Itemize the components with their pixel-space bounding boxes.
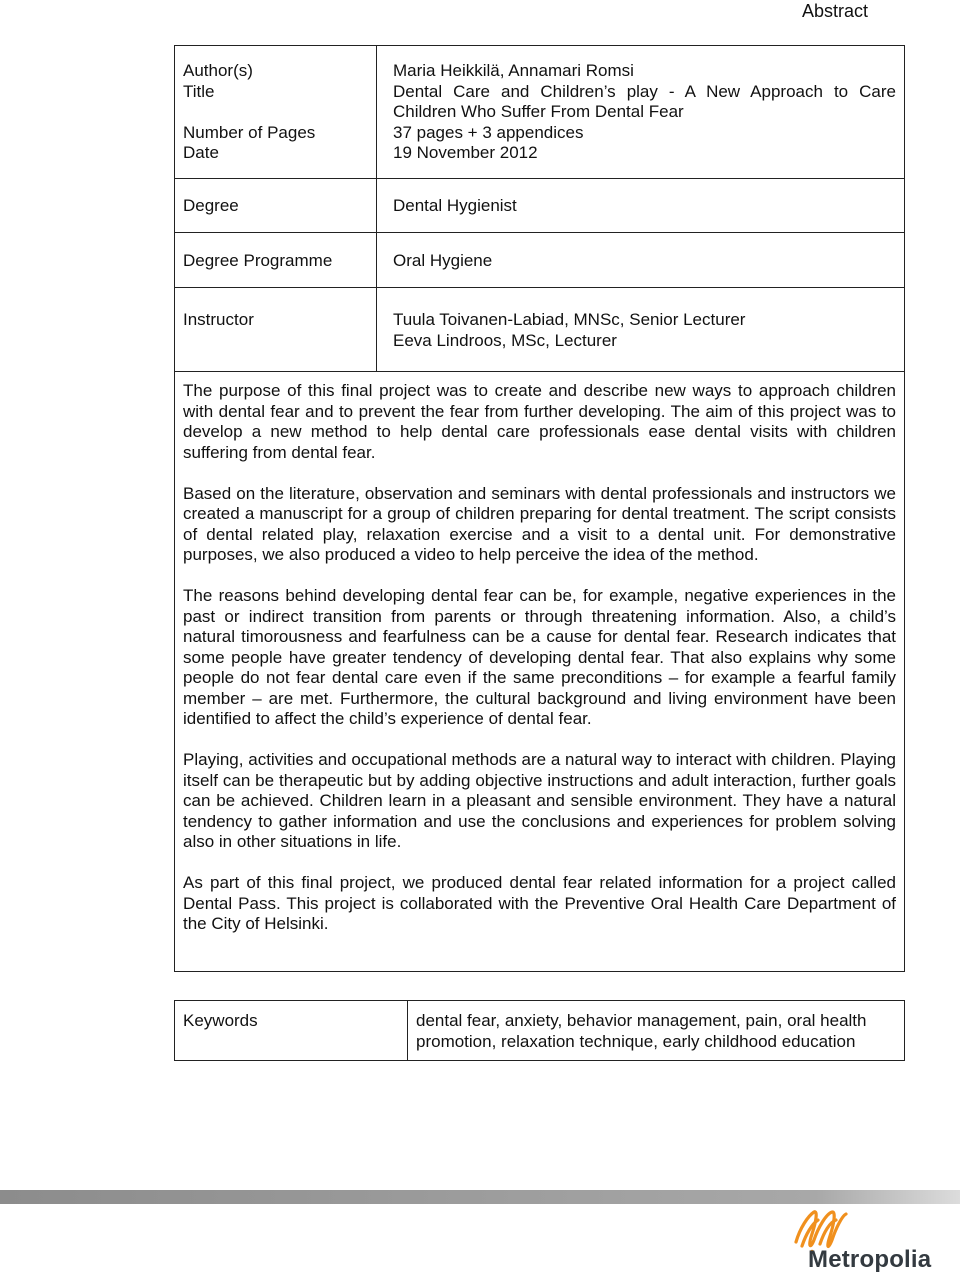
instructor-value-2: Eeva Lindroos, MSc, Lecturer	[393, 330, 617, 350]
instructor-label: Instructor	[183, 310, 254, 329]
abstract-body	[183, 381, 896, 955]
row-divider	[175, 232, 904, 233]
pages-label: Number of Pages	[183, 122, 316, 142]
date-label: Date	[183, 143, 219, 162]
abstract-info-table	[174, 45, 905, 972]
abstract-paragraph-2: Based on the literature, observation and seminars with dental professionals and instructors we created a manuscript for a group of children preparing for dental treatment. The script consists of dental related play, relaxation exercise and a visit to a dental unit. For demonstrative purposes, we also produced a video to help perceive the idea of the method.	[183, 483, 896, 564]
degree-label: Degree	[183, 196, 239, 215]
abstract-paragraph-1: The purpose of this final project was to create and describe new ways to approach children with dental fear and to prevent the fear from further developing. The aim of this project was to develop a new method to help dental care professionals ease dental visits with children suffering from dental fear.	[183, 381, 896, 462]
instructor-value-1: Tuula Toivanen-Labiad, MNSc, Senior Lecturer	[393, 310, 746, 329]
keywords-value: dental fear, anxiety, behavior management, pain, oral health promotion, relaxation technique, early childhood education	[416, 1011, 867, 1051]
title-label: Title	[183, 81, 215, 101]
row-divider	[175, 371, 904, 372]
column-divider	[407, 1001, 408, 1060]
abstract-paragraph-4: Playing, activities and occupational methods are a natural way to interact with children. Playing itself can be therapeutic but by adding objective instructions and adult interaction, further goals can be achieved. Children learn in a pleasant and sensible environment. They have a natural tendency to gather information and use the conclusions and experiences for problem solving also in other situations in life.	[183, 750, 896, 851]
programme-value: Oral Hygiene	[393, 251, 493, 270]
abstract-paragraph-5: As part of this final project, we produced dental fear related information for a project called Dental Pass. This project is collaborated with the Preventive Oral Health Care Department of the City of Helsinki.	[183, 873, 896, 933]
authors-value: Maria Heikkilä, Annamari Romsi	[393, 61, 634, 80]
info-labels	[183, 61, 315, 164]
title-value-line-1: Dental Care and Children’s play - A New Approach to Care	[393, 81, 896, 101]
date-value: 19 November 2012	[393, 143, 538, 162]
pages-value: 37 pages + 3 appendices	[393, 122, 584, 142]
instructor-values	[393, 310, 896, 351]
title-value-line-2: Children Who Suffer From Dental Fear	[393, 102, 684, 121]
row-divider	[175, 287, 904, 288]
degree-value: Dental Hygienist	[393, 196, 517, 215]
metropolia-logo-text: Metropolia	[808, 1246, 932, 1273]
abstract-paragraph-3: The reasons behind developing dental fear can be, for example, negative experiences in the past or indirect transition from parents or through threatening information. Also, a child’s natural timorousness and fearfulness can be a cause for dental fear. Research indicates that some people have greater tendency of developing dental fear. That also explains why some people do not fear dental care even if the same preconditions – for example a fearful family member – are met. Furthermore, the cultural background and living environment have been identified to affect the child’s experience of dental fear.	[183, 586, 896, 728]
column-divider	[376, 46, 377, 372]
page-title: Abstract	[801, 1, 868, 21]
info-values	[393, 61, 896, 164]
keywords-label: Keywords	[183, 1011, 258, 1030]
programme-label: Degree Programme	[183, 251, 333, 270]
row-divider	[175, 178, 904, 179]
authors-label: Author(s)	[183, 61, 253, 80]
keywords-table	[174, 1000, 905, 1061]
